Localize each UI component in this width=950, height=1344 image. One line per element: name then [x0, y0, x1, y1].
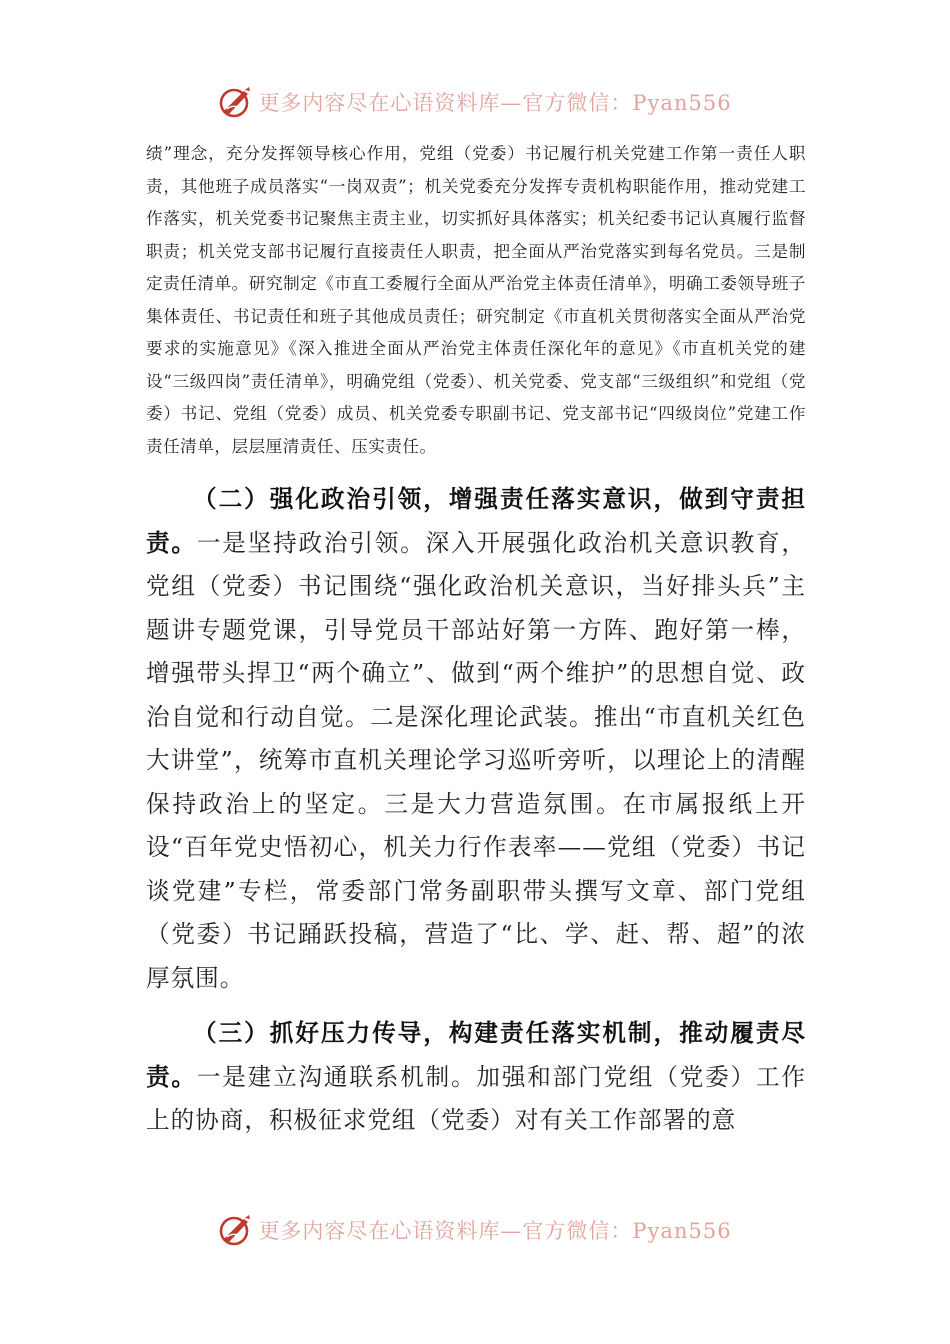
paragraph-section-2	[146, 478, 806, 1000]
pen-circle-icon	[218, 1213, 252, 1247]
document-body	[146, 138, 806, 1143]
watermark-header	[0, 80, 950, 124]
watermark-text: 更多内容尽在心语资料库—官方微信：Pyan556	[258, 91, 732, 115]
pen-circle-icon	[218, 85, 252, 119]
watermark-footer	[0, 1208, 950, 1252]
section-heading: （二）强化政治引领，增强责任落实意识，做到守责担责。	[146, 485, 806, 557]
paragraph-section-3	[146, 1012, 806, 1143]
paragraph-continuation	[146, 138, 806, 463]
paragraph-text: 绩”理念，充分发挥领导核心作用，党组（党委）书记履行机关党建工作第一责任人职责，其他班子成员落实“一岗双责”；机关党委充分发挥专责机构职能作用，推动党建工作落实，机关党委书记聚焦主责主业，切实抓好具体落实；机关纪委书记认真履行监督职责；机关党支部书记履行直接责任人职责，把全面从严治党落实到每名党员。三是制定责任清单。研究制定《市直工委履行全面从严治党主体责任清单》，明确工委领导班子集体责任、书记责任和班子其他成员责任；研究制定《市直机关贯彻落实全面从严治党要求的实施意见》《深入推进全面从严治党主体责任深化年的意见》《市直机关党的建设“三级四岗”责任清单》，明确党组（党委）、机关党委、党支部“三级组织”和党组（党委）书记、党组（党委）成员、机关党委专职副书记、党支部书记“四级岗位”党建工作责任清单，层层厘清责任、压实责任。	[146, 144, 806, 456]
watermark-text: 更多内容尽在心语资料库—官方微信：Pyan556	[258, 1219, 732, 1243]
paragraph-text: 一是坚持政治引领。深入开展强化政治机关意识教育，党组（党委）书记围绕“强化政治机关意识，当好排头兵”主题讲专题党课，引导党员干部站好第一方阵、跑好第一棒，增强带头捍卫“两个确立”、做到“两个维护”的思想自觉、政治自觉和行动自觉。二是深化理论武装。推出“市直机关红色大讲堂”，统筹市直机关理论学习巡听旁听，以理论上的清醒保持政治上的坚定。三是大力营造氛围。在市属报纸上开设“百年党史悟初心，机关力行作表率——党组（党委）书记谈党建”专栏，常委部门常务副职带头撰写文章、部门党组（党委）书记踊跃投稿，营造了“比、学、赶、帮、超”的浓厚氛围。	[146, 528, 807, 992]
paragraph-text: 一是建立沟通联系机制。加强和部门党组（党委）工作上的协商，积极征求党组（党委）对有关工作部署的意	[146, 1062, 807, 1134]
section-heading: （三）抓好压力传导，构建责任落实机制，推动履责尽责。	[146, 1019, 806, 1091]
